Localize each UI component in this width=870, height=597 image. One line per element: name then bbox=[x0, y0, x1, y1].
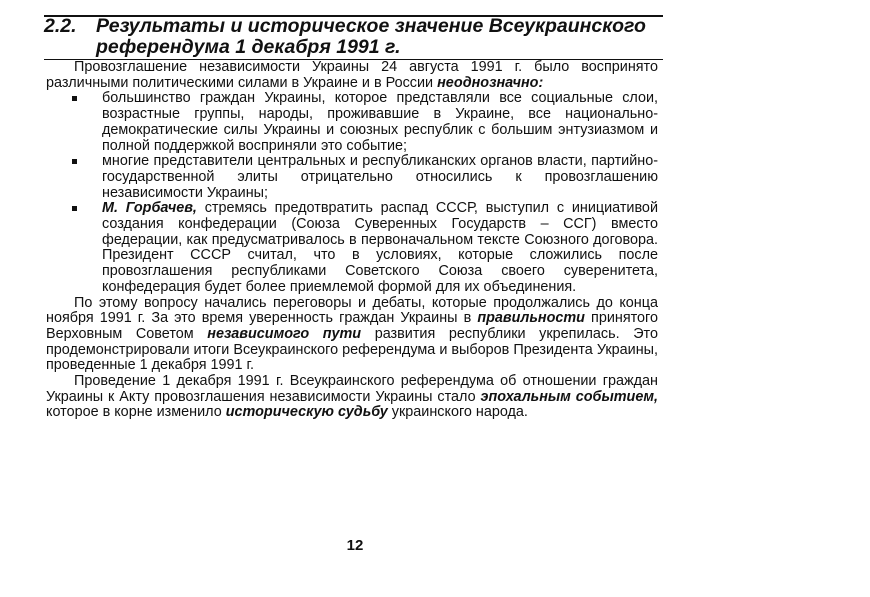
para3-emphasis-1: эпохальным событием, bbox=[480, 388, 658, 405]
list-item bbox=[102, 154, 658, 201]
para2-emphasis-2: независимого пути bbox=[207, 325, 362, 342]
section-title-line1: Результаты и историческое значение Всеукраинского bbox=[96, 15, 646, 37]
para2-emphasis-1: правильности bbox=[477, 310, 585, 327]
bullet-marker bbox=[72, 96, 77, 101]
section-heading bbox=[44, 16, 684, 58]
para3-text-1: Проведение 1 декабря 1991 г. Всеукраинского референдума об отношении граждан Украины к Акту провозглашения независимости Украины стало bbox=[46, 373, 658, 405]
bullet-list bbox=[46, 91, 658, 295]
bullet-marker bbox=[72, 206, 77, 211]
intro-paragraph bbox=[46, 60, 658, 91]
list-item-text: стремясь предотвратить распад СССР, выступил с инициативой создания конфедерации (Союза Суверенных Государств – ССГ) вместо федерации, как предусматривалось в первоначальном тексте Союзного договора. Президент СССР считал, что в условиях, которые сложились после провозглашения республиками Советского Союза своего суверенитета, конфедерация будет более приемлемой формой для их объединения. bbox=[102, 200, 658, 295]
list-item-text: большинство граждан Украины, которое представляли все социальные слои, возрастные группы, народы, проживавшие в Украине, все национально-демократические силы Украины и союзных республик с большим энтузиазмом и полной поддержкой восприняли это событие; bbox=[102, 90, 658, 154]
para2-text-1: По этому вопросу начались переговоры и дебаты, которые продолжались до конца ноября 1991 г. За это время уверенность граждан Украины в bbox=[46, 294, 658, 327]
section-number: 2.2. bbox=[44, 15, 77, 37]
para3-emphasis-2: историческую судьбу bbox=[225, 404, 388, 421]
section-title-line2: референдума 1 декабря 1991 г. bbox=[96, 36, 401, 58]
intro-text: Провозглашение независимости Украины 24 августа 1991 г. было воспринято различными политическими силами в Украине и в России bbox=[46, 59, 658, 91]
list-item-text: многие представители центральных и республиканских органов власти, партийно-государственной элиты отрицательно относились к провозглашению независимости Украины; bbox=[102, 153, 658, 201]
para2-text-2: принятого Верховным Советом bbox=[46, 310, 658, 342]
list-item-emphasis: М. Горбачев, bbox=[102, 200, 197, 217]
paragraph-2 bbox=[46, 296, 658, 375]
bullet-marker bbox=[72, 159, 77, 164]
list-item bbox=[102, 91, 658, 154]
page-number: 12 bbox=[346, 537, 364, 554]
intro-emphasis: неоднозначно: bbox=[437, 74, 544, 91]
document-body bbox=[46, 60, 658, 421]
para3-text-2: которое в корне изменило bbox=[46, 404, 226, 421]
paragraph-3 bbox=[46, 374, 658, 421]
list-item bbox=[102, 201, 658, 295]
para3-text-3: украинского народа. bbox=[387, 404, 528, 421]
para2-text-3: развития республики укрепилась. Это продемонстрировали итоги Всеукраинского референдума и выборов Президента Украины, проведенные 1 декабря 1991 г. bbox=[46, 325, 658, 374]
